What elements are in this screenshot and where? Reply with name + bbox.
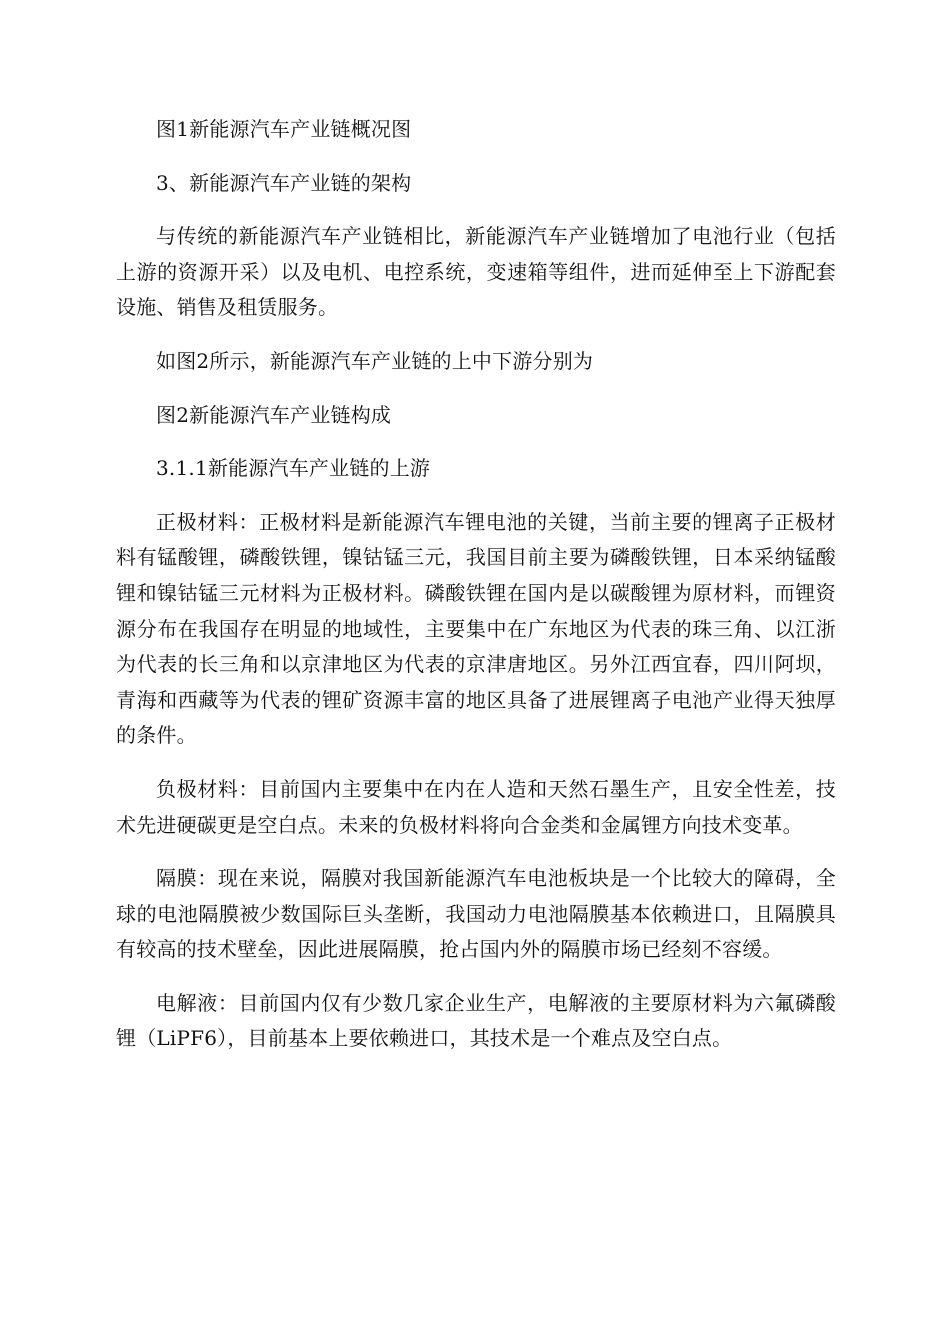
paragraph-cathode-materials: 正极材料：正极材料是新能源汽车锂电池的关键，当前主要的锂离子正极材料有锰酸锂，磷酸铁锂，镍钴锰三元，我国目前主要为磷酸铁锂，日本采纳锰酸锂和镍钴锰三元材料为正极材料。磷酸铁锂在国内是以碳酸锂为原材料，而锂资源分布在我国存在明显的地域性，主要集中在广东地区为代表的珠三角、以江浙为代表的长三角和以京津地区为代表的京津唐地区。另外江西宜春，四川阿坝，青海和西藏等为代表的锂矿资源丰富的地区具备了进展锂离子电池产业得天独厚的条件。 xyxy=(116,509,836,748)
paragraph-figure-2-intro: 如图2所示，新能源汽车产业链的上中下游分别为 xyxy=(156,348,594,373)
section-3-heading: 3、新能源汽车产业链的架构 xyxy=(156,170,412,195)
figure-1-caption: 图1新能源汽车产业链概况图 xyxy=(156,117,412,141)
section-3-1-1-heading: 3.1.1新能源汽车产业链的上游 xyxy=(156,456,431,481)
document-page xyxy=(116,112,836,1075)
figure-2-caption: 图2新能源汽车产业链构成 xyxy=(156,402,392,427)
paragraph-anode-materials: 负极材料：目前国内主要集中在内在人造和天然石墨生产，且安全性差，技术先进硬碳更是空白点。未来的负极材料将向合金类和金属锂方向技术变革。 xyxy=(116,776,836,837)
paragraph-electrolyte: 电解液：目前国内仅有少数几家企业生产，电解液的主要原材料为六氟磷酸锂（LiPF6），目前基本上要依赖进口，其技术是一个难点及空白点。 xyxy=(116,990,836,1051)
paragraph-separator: 隔膜：现在来说，隔膜对我国新能源汽车电池板块是一个比较大的障碍，全球的电池隔膜被少数国际巨头垄断，我国动力电池隔膜基本依赖进口，且隔膜具有较高的技术壁垒，因此进展隔膜，抢占国内外的隔膜市场已经刻不容缓。 xyxy=(116,866,836,962)
paragraph-industry-chain-comparison: 与传统的新能源汽车产业链相比，新能源汽车产业链增加了电池行业（包括上游的资源开采）以及电机、电控系统，变速箱等组件，进而延伸至上下游配套设施、销售及租赁服务。 xyxy=(116,224,836,320)
